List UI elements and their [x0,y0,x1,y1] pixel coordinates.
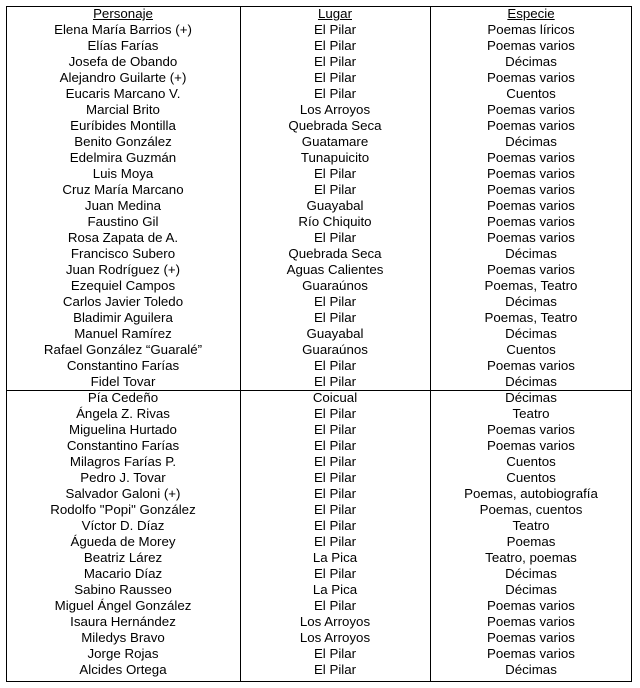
table-row [6,326,632,342]
table-row [6,358,632,374]
cell-personaje: Eucaris Marcano V. [65,86,181,101]
cell-lugar: El Pilar [313,86,357,101]
cell-personaje: Pía Cedeño [87,390,159,405]
cell-especie: Cuentos [506,470,556,485]
cell-lugar: El Pilar [313,518,357,533]
cell-personaje: Elías Farías [87,38,159,53]
cell-lugar: Guatamare [301,134,369,149]
cell-personaje: Euríbides Montilla [70,118,176,133]
cell-lugar: Quebrada Seca [288,118,382,133]
cell-lugar: Los Arroyos [299,102,371,117]
cell-personaje: Ezequiel Campos [70,278,176,293]
table-row [6,390,632,406]
cell-lugar: El Pilar [313,470,357,485]
cell-personaje: Milagros Farías P. [69,454,177,469]
cell-personaje: Cruz María Marcano [62,182,184,197]
cell-especie: Poemas varios [487,422,575,437]
table-row [6,310,632,326]
cell-personaje: Luis Moya [92,166,154,181]
table-row [6,422,632,438]
table-row [6,454,632,470]
cell-especie: Poemas varios [487,598,575,613]
cell-especie: Poemas varios [487,150,575,165]
cell-personaje: Constantino Farías [66,438,180,453]
cell-especie: Cuentos [506,454,556,469]
cell-lugar: Guaraúnos [302,278,368,293]
table-row [6,406,632,422]
cell-especie: Poemas varios [487,182,575,197]
cell-lugar: El Pilar [313,294,357,309]
header-lugar [240,6,430,22]
cell-lugar: El Pilar [313,374,357,389]
cell-especie: Teatro, poemas [485,550,577,565]
cell-especie: Décimas [505,374,557,389]
cell-personaje: Benito González [74,134,172,149]
table-section-1 [6,22,632,390]
table-row [6,54,632,70]
cell-personaje: Miguelina Hurtado [69,422,177,437]
table-row [6,374,632,390]
cell-lugar: El Pilar [313,646,357,661]
cell-lugar: Quebrada Seca [288,246,382,261]
table-row [6,22,632,38]
cell-especie: Poemas varios [487,262,575,277]
table-row [6,342,632,358]
cell-especie: Poemas varios [487,614,575,629]
cell-lugar: El Pilar [313,502,357,517]
table-row [6,262,632,278]
cell-especie: Décimas [505,662,557,677]
cell-lugar: El Pilar [313,38,357,53]
cell-personaje: Francisco Subero [70,246,176,261]
table-row [6,150,632,166]
cell-especie: Décimas [505,582,557,597]
cell-especie: Poemas varios [487,118,575,133]
cell-lugar: El Pilar [313,22,357,37]
cell-personaje: Ángela Z. Rivas [76,406,170,421]
table-row [6,566,632,582]
cell-lugar: El Pilar [313,422,357,437]
header-lugar-label: Lugar [317,6,352,21]
cell-lugar: Coicual [312,390,358,405]
cell-personaje: Juan Rodríguez (+) [65,262,181,277]
header-especie-label: Especie [507,6,555,21]
cell-especie: Décimas [505,54,557,69]
table-section-2 [6,390,632,678]
cell-especie: Poemas varios [487,70,575,85]
cell-especie: Décimas [505,566,557,581]
cell-lugar: El Pilar [313,662,357,677]
cell-personaje: Alejandro Guilarte (+) [59,70,187,85]
cell-personaje: Edelmira Guzmán [69,150,177,165]
table-row [6,582,632,598]
table-row [6,134,632,150]
cell-especie: Décimas [505,390,557,405]
cell-especie: Poemas varios [487,646,575,661]
cell-especie: Cuentos [506,342,556,357]
table-row [6,198,632,214]
cell-especie: Poemas [506,534,556,549]
cell-lugar: Tunapuicito [300,150,370,165]
cell-personaje: Salvador Galoni (+) [65,486,181,501]
table-row [6,230,632,246]
cell-especie: Poemas, autobiografía [464,486,598,501]
cell-lugar: El Pilar [313,406,357,421]
table-row [6,518,632,534]
cell-personaje: Víctor D. Díaz [81,518,165,533]
cell-lugar: El Pilar [313,182,357,197]
table-row [6,502,632,518]
cell-personaje: Fidel Tovar [90,374,156,389]
cell-lugar: Guayabal [306,198,364,213]
table-row [6,214,632,230]
cell-especie: Décimas [505,326,557,341]
cell-personaje: Manuel Ramírez [74,326,172,341]
cell-lugar: Aguas Calientes [286,262,384,277]
cell-personaje: Jorge Rojas [87,646,159,661]
cell-personaje: Marcial Brito [86,102,160,117]
cell-especie: Poemas, Teatro [484,278,578,293]
cell-personaje: Miledys Bravo [81,630,165,645]
cell-personaje: Pedro J. Tovar [80,470,166,485]
cell-lugar: Los Arroyos [299,614,371,629]
table-row [6,534,632,550]
cell-personaje: Águeda de Morey [70,534,176,549]
cell-lugar: Guayabal [306,326,364,341]
table-row [6,646,632,662]
column-divider-1 [240,6,241,682]
cell-especie: Poemas varios [487,38,575,53]
cell-especie: Poemas varios [487,630,575,645]
header-personaje [6,6,240,22]
table-header-row [6,6,632,22]
cell-personaje: Rodolfo "Popi" González [50,502,196,517]
cell-lugar: El Pilar [313,230,357,245]
table-row [6,102,632,118]
table-row [6,86,632,102]
cell-especie: Poemas, cuentos [479,502,583,517]
cell-especie: Poemas varios [487,438,575,453]
cell-personaje: Miguel Ángel González [54,598,192,613]
table-row [6,70,632,86]
cell-personaje: Isaura Hernández [70,614,176,629]
cell-especie: Décimas [505,246,557,261]
table-row [6,38,632,54]
table-row [6,294,632,310]
cell-personaje: Constantino Farías [66,358,180,373]
header-especie [430,6,632,22]
cell-personaje: Josefa de Obando [68,54,178,69]
cell-personaje: Juan Medina [84,198,162,213]
table-row [6,438,632,454]
cell-lugar: El Pilar [313,454,357,469]
cell-especie: Poemas varios [487,214,575,229]
table-row [6,662,632,678]
table-row [6,630,632,646]
cell-especie: Poemas varios [487,198,575,213]
cell-lugar: El Pilar [313,54,357,69]
cell-lugar: La Pica [312,550,358,565]
table-row [6,598,632,614]
cell-personaje: Rosa Zapata de A. [67,230,179,245]
cell-especie: Cuentos [506,86,556,101]
cell-lugar: El Pilar [313,70,357,85]
cell-especie: Poemas, Teatro [484,310,578,325]
cell-especie: Décimas [505,294,557,309]
cell-personaje: Rafael González “Guaralé” [43,342,203,357]
table-row [6,166,632,182]
table-row [6,182,632,198]
header-personaje-label: Personaje [93,6,153,21]
table-row [6,246,632,262]
cell-lugar: El Pilar [313,486,357,501]
table-row [6,470,632,486]
cell-especie: Poemas líricos [487,22,575,37]
cell-lugar: Guaraúnos [302,342,368,357]
table-row [6,614,632,630]
cell-especie: Teatro [512,518,550,533]
authors-table [6,6,632,678]
cell-personaje: Alcides Ortega [79,662,167,677]
cell-personaje: Sabino Rausseo [74,582,172,597]
cell-especie: Teatro [512,406,550,421]
cell-lugar: La Pica [312,582,358,597]
cell-lugar: El Pilar [313,358,357,373]
cell-especie: Poemas varios [487,166,575,181]
cell-personaje: Elena María Barrios (+) [54,22,192,37]
column-divider-2 [430,6,431,682]
table-row [6,118,632,134]
cell-personaje: Beatriz Lárez [83,550,163,565]
cell-personaje: Carlos Javier Toledo [62,294,184,309]
cell-especie: Poemas varios [487,358,575,373]
cell-lugar: El Pilar [313,534,357,549]
cell-especie: Poemas varios [487,102,575,117]
table-row [6,550,632,566]
table-row [6,278,632,294]
cell-lugar: El Pilar [313,566,357,581]
cell-especie: Poemas varios [487,230,575,245]
table-row [6,486,632,502]
cell-personaje: Faustino Gil [87,214,159,229]
cell-lugar: El Pilar [313,310,357,325]
cell-lugar: El Pilar [313,438,357,453]
cell-lugar: Los Arroyos [299,630,371,645]
cell-lugar: El Pilar [313,598,357,613]
cell-personaje: Macario Díaz [83,566,163,581]
cell-lugar: Río Chiquito [298,214,372,229]
cell-personaje: Bladimir Aguilera [73,310,173,325]
cell-especie: Décimas [505,134,557,149]
cell-lugar: El Pilar [313,166,357,181]
